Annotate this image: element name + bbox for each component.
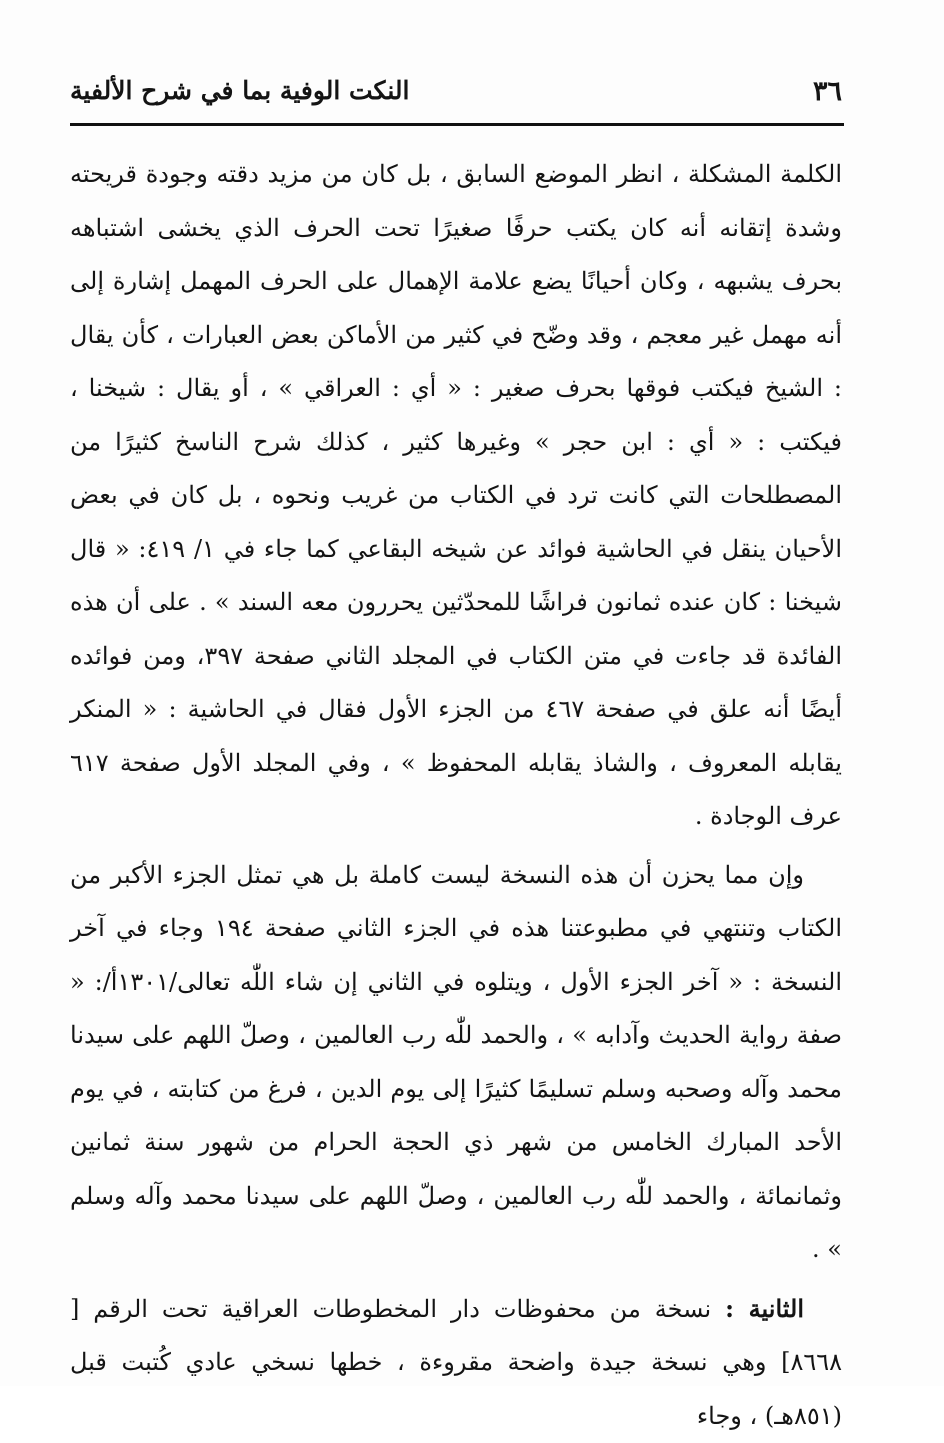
running-title: النكت الوفية بما في شرح الألفية	[70, 76, 409, 105]
paragraph	[70, 148, 842, 844]
header-rule	[70, 123, 844, 126]
paragraph-lead: الثانية :	[725, 1294, 804, 1323]
paragraph-text: الكلمة المشكلة ، انظر الموضع السابق ، بل كان من مزيد دقته وجودة قريحته وشدة إتقانه أنه كان يكتب حرفًا صغيرًا تحت الحرف الذي يخشى اشتباهه بحرف يشبهه ، وكان أحيانًا يضع علامة الإهمال على الحرف المهمل إشارة إلى أنه مهمل غير معجم ، وقد وضّح في كثير من الأماكن بعض العبارات ، كأن يقال : الشيخ فيكتب فوقها بحرف صغير : « أي : العراقي » ، أو يقال : شيخنا ، فيكتب : « أي : ابن حجر » وغيرها كثير ، كذلك شرح الناسخ كثيرًا من المصطلحات التي كانت ترد في الكتاب من غريب ونحوه ، بل كان في بعض الأحيان ينقل في الحاشية فوائد عن شيخه البقاعي كما جاء في ١/ ٤١٩: « قال شيخنا : كان عنده ثمانون فراشًا للمحدّثين يحررون معه السند » . على أن هذه الفائدة قد جاءت في متن الكتاب في المجلد الثاني صفحة ٣٩٧، ومن فوائده أيضًا أنه علق في صفحة ٤٦٧ من الجزء الأول فقال في الحاشية : « المنكر يقابله المعروف ، والشاذ يقابله المحفوظ » ، وفي المجلد الأول صفحة ٦١٧ عرف الوجادة .	[70, 160, 842, 830]
paragraph	[70, 1282, 842, 1443]
page-header	[70, 70, 842, 118]
paragraph-text: وإن مما يحزن أن هذه النسخة ليست كاملة بل هي تمثل الجزء الأكبر من الكتاب وتنتهي في مطبوعتنا هذه في الجزء الثاني صفحة ١٩٤ وجاء في آخر النسخة : « آخر الجزء الأول ، ويتلوه في الثاني إن شاء اللّٰه تعالى/١٣٠١أ/: « صفة رواية الحديث وآدابه » ، والحمد للّٰه رب العالمين ، وصلّ اللهم على سيدنا محمد وآله وصحبه وسلم تسليمًا كثيرًا إلى يوم الدين ، فرغ من كتابته ، في يوم الأحد المبارك الخامس من شهر ذي الحجة الحرام من شهور سنة ثمانين وثمانمائة ، والحمد للّٰه رب العالمين ، وصلّ اللهم على سيدنا محمد وآله وسلم » .	[70, 861, 842, 1264]
body-text	[70, 148, 842, 1443]
paragraph-text: نسخة من محفوظات دار المخطوطات العراقية تحت الرقم [ ٨٦٦٨] وهي نسخة جيدة واضحة مقروءة ، خطها نسخي عادي كُتبت قبل (٨٥١هـ) ، وجاء	[70, 1295, 842, 1430]
paragraph	[70, 849, 842, 1277]
page-number: ٣٦	[813, 76, 842, 107]
